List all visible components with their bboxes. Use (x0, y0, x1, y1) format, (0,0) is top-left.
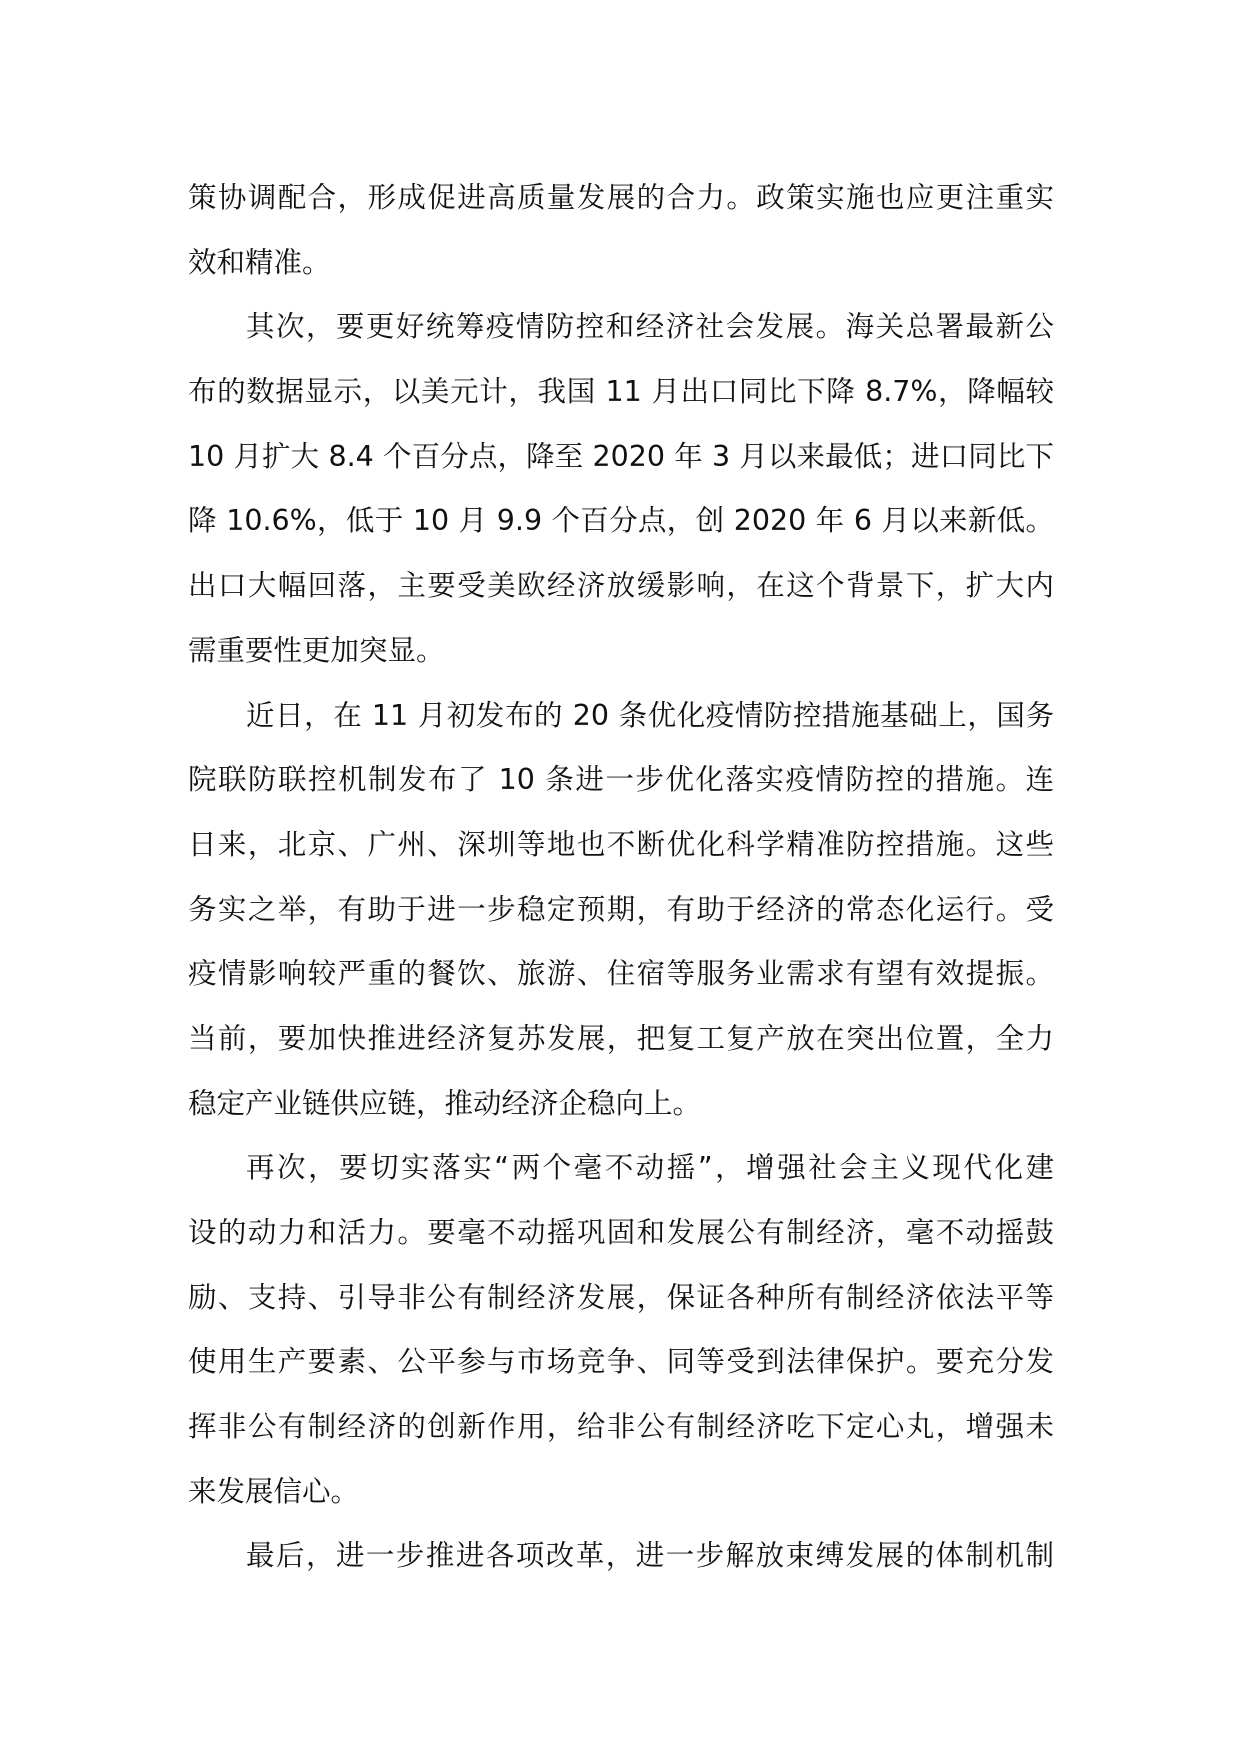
text-line: 设的动力和活力。要毫不动摇巩固和发展公有制经济，毫不动摇鼓 (188, 1216, 1054, 1249)
text-line: 效和精准。 (188, 245, 331, 279)
paragraph-2 (188, 295, 1054, 683)
text-line: 励、支持、引导非公有制经济发展，保证各种所有制经济依法平等 (188, 1280, 1054, 1314)
text-line: 降 10.6%，低于 10 月 9.9 个百分点，创 2020 年 6 月以来新低。 (188, 504, 1054, 538)
text-line: 再次，要切实落实“两个毫不动摇”，增强社会主义现代化建 (246, 1151, 1054, 1185)
text-line: 日来，北京、广州、深圳等地也不断优化科学精准防控措施。这些 (188, 827, 1054, 861)
text-line: 当前，要加快推进经济复苏发展，把复工复产放在突出位置，全力 (188, 1021, 1054, 1055)
text-line: 来发展信心。 (188, 1474, 360, 1508)
text-line: 使用生产要素、公平参与市场竞争、同等受到法律保护。要充分发 (188, 1345, 1054, 1379)
text-line: 布的数据显示，以美元计，我国 11 月出口同比下降 8.7%，降幅较 (188, 375, 1054, 409)
text-line: 策协调配合，形成促进高质量发展的合力。政策实施也应更注重实 (188, 181, 1054, 214)
paragraph-4 (188, 1136, 1054, 1524)
document-body (188, 166, 1054, 1589)
text-line: 出口大幅回落，主要受美欧经济放缓影响，在这个背景下，扩大内 (188, 569, 1054, 603)
paragraph-1 (188, 166, 1054, 295)
text-line: 院联防联控机制发布了 10 条进一步优化落实疫情防控的措施。连 (188, 763, 1054, 797)
text-line: 近日，在 11 月初发布的 20 条优化疫情防控措施基础上，国务 (246, 698, 1054, 732)
paragraph-3 (188, 684, 1054, 1137)
text-line: 务实之举，有助于进一步稳定预期，有助于经济的常态化运行。受 (188, 892, 1054, 926)
text-line: 其次，要更好统筹疫情防控和经济社会发展。海关总署最新公 (246, 310, 1054, 344)
text-line: 10 月扩大 8.4 个百分点，降至 2020 年 3 月以来最低；进口同比下 (188, 439, 1054, 473)
paragraph-5 (188, 1524, 1054, 1589)
text-line: 需重要性更加突显。 (188, 633, 445, 667)
text-line: 稳定产业链供应链，推动经济企稳向上。 (188, 1086, 702, 1120)
text-line: 疫情影响较严重的餐饮、旅游、住宿等服务业需求有望有效提振。 (188, 957, 1054, 991)
text-line: 挥非公有制经济的创新作用，给非公有制经济吃下定心丸，增强未 (188, 1410, 1054, 1444)
text-line: 最后，进一步推进各项改革，进一步解放束缚发展的体制机制 (246, 1539, 1054, 1573)
